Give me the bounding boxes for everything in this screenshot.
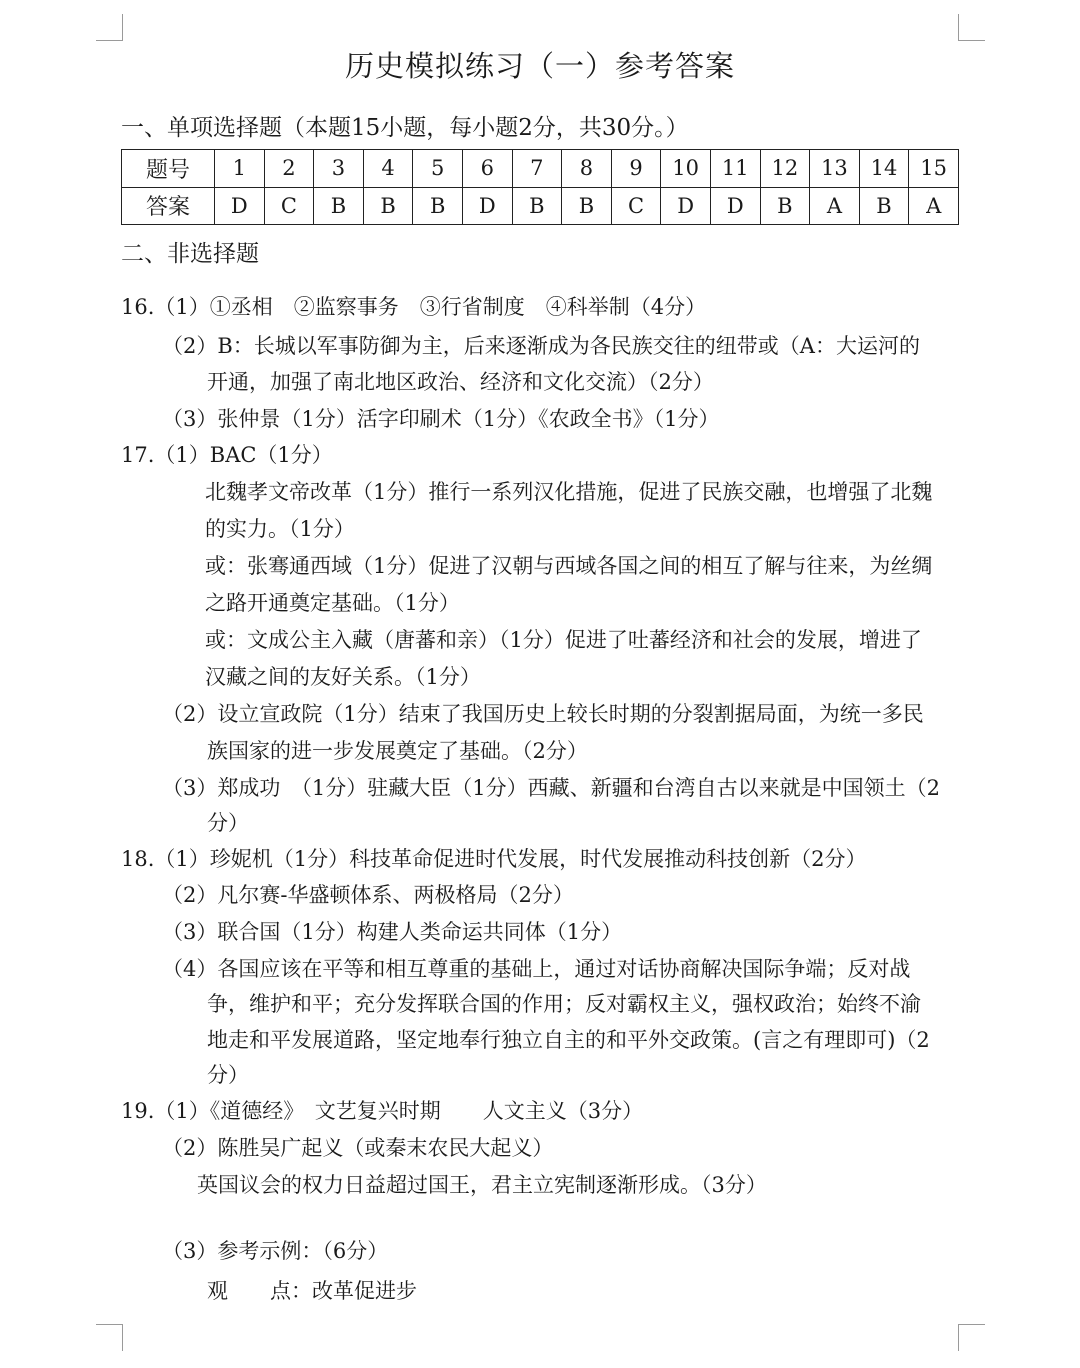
answer-line: 北魏孝文帝改革（1分）推行一系列汉化措施，促进了民族交融，也增强了北魏 — [205, 480, 933, 504]
answer-line: 汉藏之间的友好关系。（1分） — [205, 665, 481, 689]
answer-line: 分） — [207, 1063, 249, 1087]
answer-table — [121, 149, 959, 225]
answer-cell: B — [363, 187, 413, 225]
answer-line: 观 点：改革促进步 — [207, 1279, 417, 1303]
question-number: 6 — [462, 150, 512, 188]
answer-line: 或：张骞通西域（1分）促进了汉朝与西域各国之间的相互了解与往来，为丝绸 — [205, 554, 933, 578]
crop-mark-top-right — [958, 14, 985, 41]
question-number: 12 — [760, 150, 810, 188]
question-number: 3 — [314, 150, 364, 188]
question-number: 10 — [661, 150, 711, 188]
answer-cell: D — [661, 187, 711, 225]
answer-cell: C — [264, 187, 314, 225]
answer-line: （2）凡尔赛-华盛顿体系、两极格局（2分） — [162, 883, 574, 907]
crop-mark-bottom-left — [96, 1324, 123, 1351]
answer-cell: B — [413, 187, 463, 225]
question-number: 14 — [859, 150, 909, 188]
answer-cell: B — [760, 187, 810, 225]
answer-line: （3）郑成功 （1分）驻藏大臣（1分）西藏、新疆和台湾自古以来就是中国领土（2 — [162, 776, 940, 800]
answer-cell: B — [562, 187, 612, 225]
answer-line: 分） — [207, 811, 249, 835]
answer-line: 17.（1）BAC（1分） — [121, 443, 333, 467]
answer-line: 地走和平发展道路，坚定地奉行独立自主的和平外交政策。(言之有理即可)（2 — [207, 1028, 930, 1052]
answer-cell: D — [710, 187, 760, 225]
answer-cell: D — [462, 187, 512, 225]
section2-heading: 二、非选择题 — [121, 241, 259, 267]
question-number: 11 — [710, 150, 760, 188]
answer-line: 之路开通奠定基础。（1分） — [205, 591, 460, 615]
question-number: 9 — [611, 150, 661, 188]
answer-cell: B — [512, 187, 562, 225]
question-number: 2 — [264, 150, 314, 188]
answer-line: 19.（1）《道德经》 文艺复兴时期 人文主义（3分） — [121, 1099, 644, 1123]
question-number: 1 — [215, 150, 265, 188]
answer-line: 英国议会的权力日益超过国王，君主立宪制逐渐形成。（3分） — [197, 1173, 767, 1197]
question-number: 15 — [909, 150, 959, 188]
answer-line: （4）各国应该在平等和相互尊重的基础上，通过对话协商解决国际争端；反对战 — [162, 957, 911, 981]
answer-line: （3）参考示例：（6分） — [162, 1239, 389, 1263]
answer-line: 或：文成公主入藏（唐蕃和亲）（1分）促进了吐蕃经济和社会的发展，增进了 — [205, 628, 922, 652]
answer-line: （3）张仲景（1分）活字印刷术（1分）《农政全书》（1分） — [162, 407, 720, 431]
crop-mark-top-left — [96, 14, 123, 41]
row-label-answer: 答案 — [122, 187, 215, 225]
answer-cell: B — [314, 187, 364, 225]
answer-line: 18.（1）珍妮机（1分）科技革命促进时代发展，时代发展推动科技创新（2分） — [121, 847, 867, 871]
table-row-numbers — [122, 150, 959, 188]
answer-cell: A — [909, 187, 959, 225]
answer-cell: B — [859, 187, 909, 225]
answer-line: 开通，加强了南北地区政治、经济和文化交流）（2分） — [207, 370, 714, 394]
table-row-answers — [122, 187, 959, 225]
answer-line: （2）陈胜吴广起义（或秦末农民大起义） — [162, 1136, 554, 1160]
answer-cell: A — [810, 187, 860, 225]
answer-line: 16.（1）①丞相 ②监察事务 ③行省制度 ④科举制（4分） — [121, 295, 707, 319]
question-number: 8 — [562, 150, 612, 188]
answer-line: （3）联合国（1分）构建人类命运共同体（1分） — [162, 920, 623, 944]
question-number: 5 — [413, 150, 463, 188]
question-number: 4 — [363, 150, 413, 188]
answer-line: （2）B：长城以军事防御为主，后来逐渐成为各民族交往的纽带或（A：大运河的 — [162, 334, 920, 358]
page-title: 历史模拟练习（一）参考答案 — [344, 49, 735, 83]
answer-line: （2）设立宣政院（1分）结束了我国历史上较长时期的分裂割据局面，为统一多民 — [162, 702, 924, 726]
crop-mark-bottom-right — [958, 1324, 985, 1351]
answer-line: 争，维护和平；充分发挥联合国的作用；反对霸权主义，强权政治；始终不渝 — [207, 992, 921, 1016]
section1-heading: 一、单项选择题（本题15小题，每小题2分，共30分。） — [121, 115, 689, 141]
answer-cell: D — [215, 187, 265, 225]
answer-cell: C — [611, 187, 661, 225]
answer-line: 族国家的进一步发展奠定了基础。（2分） — [207, 739, 588, 763]
question-number: 13 — [810, 150, 860, 188]
question-number: 7 — [512, 150, 562, 188]
row-label-number: 题号 — [122, 150, 215, 188]
answer-line: 的实力。（1分） — [205, 517, 355, 541]
